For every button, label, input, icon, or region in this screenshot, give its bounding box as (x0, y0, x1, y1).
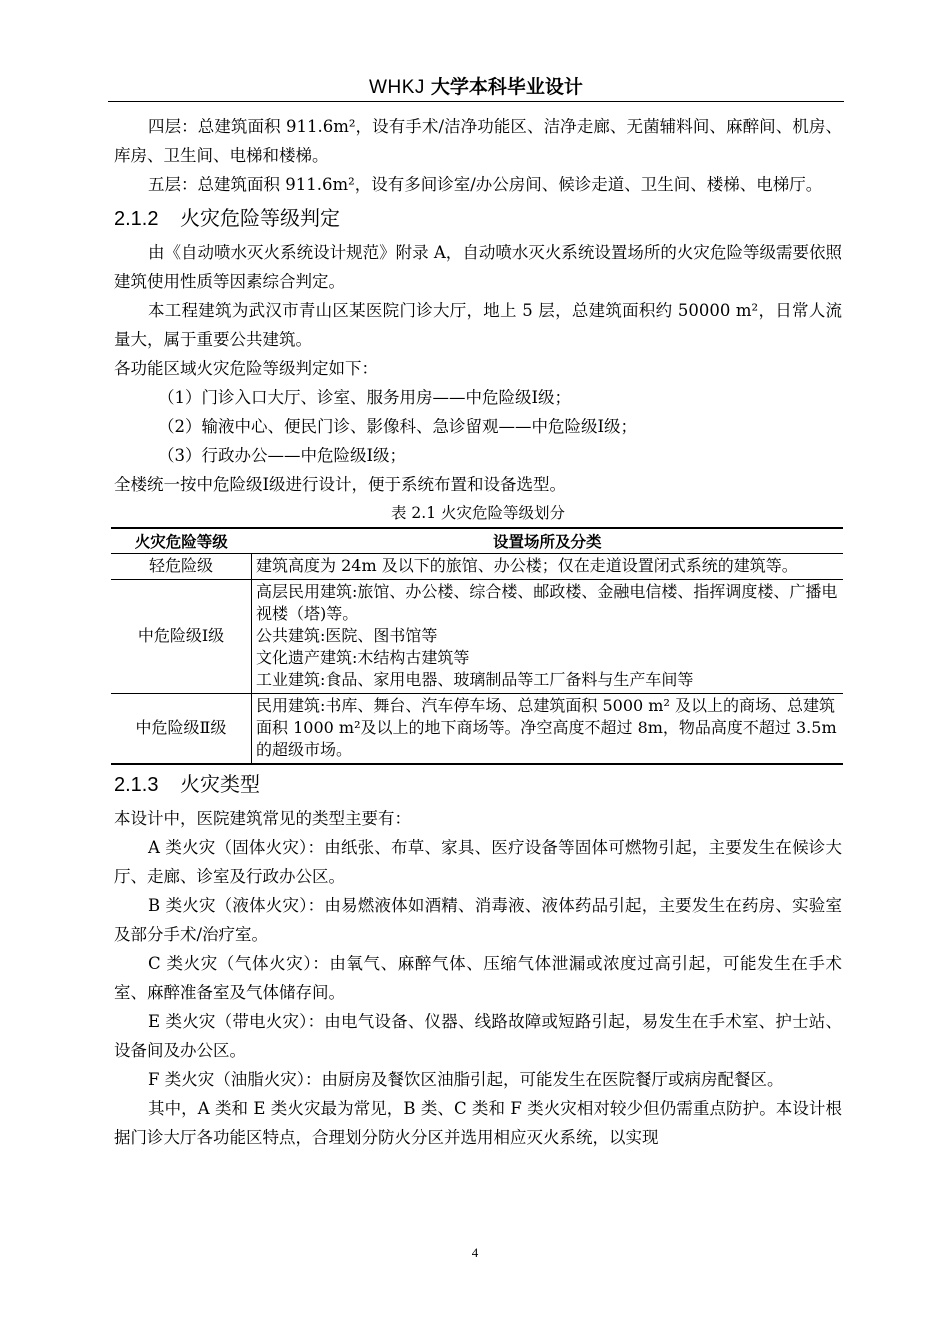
description-line: 建筑高度为 24m 及以下的旅馆、办公楼；仅在走道设置闭式系统的建筑等。 (256, 556, 798, 575)
page-number: 4 (471, 1245, 479, 1260)
list-item: （3）行政办公——中危险级Ⅰ级； (158, 446, 407, 465)
table-cell-level: 中危险级Ⅰ级 (111, 580, 252, 694)
page-body (114, 112, 842, 1152)
section-heading-213 (114, 767, 842, 802)
description-line: 文化遗产建筑:木结构古建筑等 (256, 648, 470, 667)
table-header-cell: 火灾危险等级 (111, 528, 252, 554)
section-heading-212 (114, 201, 842, 236)
table-cell-level: 轻危险级 (111, 554, 252, 580)
description-line: 公共建筑:医院、图书馆等 (256, 626, 438, 645)
table-cell-description (252, 554, 844, 580)
paragraph: 本设计中，医院建筑常见的类型主要有： (114, 809, 411, 828)
header-title: 大学本科毕业设计 (430, 76, 583, 98)
header-latin: WHKJ (369, 77, 425, 98)
table-cell-level: 中危险级Ⅱ级 (111, 694, 252, 765)
page-header (108, 73, 844, 102)
description-line: 工业建筑:食品、家用电器、玻璃制品等工厂备料与生产车间等 (256, 670, 694, 689)
table-cell-description (252, 580, 844, 694)
table-header-row (111, 528, 843, 554)
fire-hazard-table (111, 527, 843, 765)
paragraph-fire-type-b: B 类火灾（液体火灾）：由易燃液体如酒精、消毒液、液体药品引起，主要发生在药房、实验室及部分手术/治疗室。 (114, 896, 842, 944)
table-cell-description (252, 694, 844, 765)
paragraph-floor4: 四层：总建筑面积 911.6m²，设有手术/洁净功能区、洁净走廊、无菌辅料间、麻醉间、机房、库房、卫生间、电梯和楼梯。 (114, 117, 842, 165)
section-title: 火灾危险等级判定 (180, 206, 340, 230)
paragraph: 各功能区域火灾危险等级判定如下： (114, 359, 378, 378)
table-caption: 表 2.1 火灾危险等级划分 (390, 504, 565, 522)
description-line: 高层民用建筑:旅馆、办公楼、综合楼、邮政楼、金融电信楼、指挥调度楼、广播电视楼（塔)等。 (256, 582, 838, 623)
paragraph-fire-type-e: E 类火灾（带电火灾）：由电气设备、仪器、线路故障或短路引起，易发生在手术室、护士站、设备间及办公区。 (114, 1012, 842, 1060)
table-row (111, 554, 843, 580)
paragraph: 本工程建筑为武汉市青山区某医院门诊大厅，地上 5 层，总建筑面积约 50000 m²，日常人流量大，属于重要公共建筑。 (114, 301, 842, 349)
paragraph: 全楼统一按中危险级Ⅰ级进行设计，便于系统布置和设备选型。 (114, 475, 567, 494)
list-item: （1）门诊入口大厅、诊室、服务用房——中危险级Ⅰ级； (158, 388, 572, 407)
paragraph-fire-type-a: A 类火灾（固体火灾）：由纸张、布草、家具、医疗设备等固体可燃物引起，主要发生在候诊大厅、走廊、诊室及行政办公区。 (114, 838, 842, 886)
paragraph-fire-type-f: F 类火灾（油脂火灾）：由厨房及餐饮区油脂引起，可能发生在医院餐厅或病房配餐区。 (148, 1070, 784, 1089)
table-row (111, 580, 843, 694)
paragraph-conclusion: 其中，A 类和 E 类火灾最为常见，B 类、C 类和 F 类火灾相对较少但仍需重点防护。本设计根据门诊大厅各功能区特点，合理划分防火分区并选用相应灭火系统，以实现 (114, 1099, 842, 1147)
description-line: 民用建筑:书库、舞台、汽车停车场、总建筑面积 5000 m² 及以上的商场、总建筑面积 1000 m²及以上的地下商场等。净空高度不超过 8m，物品高度不超过 3.5m 的超级市场。 (256, 696, 837, 759)
section-number: 2.1.3 (114, 774, 159, 796)
table-header-cell: 设置场所及分类 (252, 528, 844, 554)
paragraph-floor5: 五层：总建筑面积 911.6m²，设有多间诊室/办公房间、候诊走道、卫生间、楼梯、电梯厅。 (148, 175, 823, 194)
section-number: 2.1.2 (114, 208, 159, 230)
paragraph: 由《自动喷水灭火系统设计规范》附录 A，自动喷水灭火系统设置场所的火灾危险等级需要依照建筑使用性质等因素综合判定。 (114, 243, 842, 291)
table-row (111, 694, 843, 765)
list-item: （2）输液中心、便民门诊、影像科、急诊留观——中危险级Ⅰ级； (158, 417, 638, 436)
section-title: 火灾类型 (180, 772, 260, 796)
paragraph-fire-type-c: C 类火灾（气体火灾）：由氧气、麻醉气体、压缩气体泄漏或浓度过高引起，可能发生在手术室、麻醉准备室及气体储存间。 (114, 954, 842, 1002)
